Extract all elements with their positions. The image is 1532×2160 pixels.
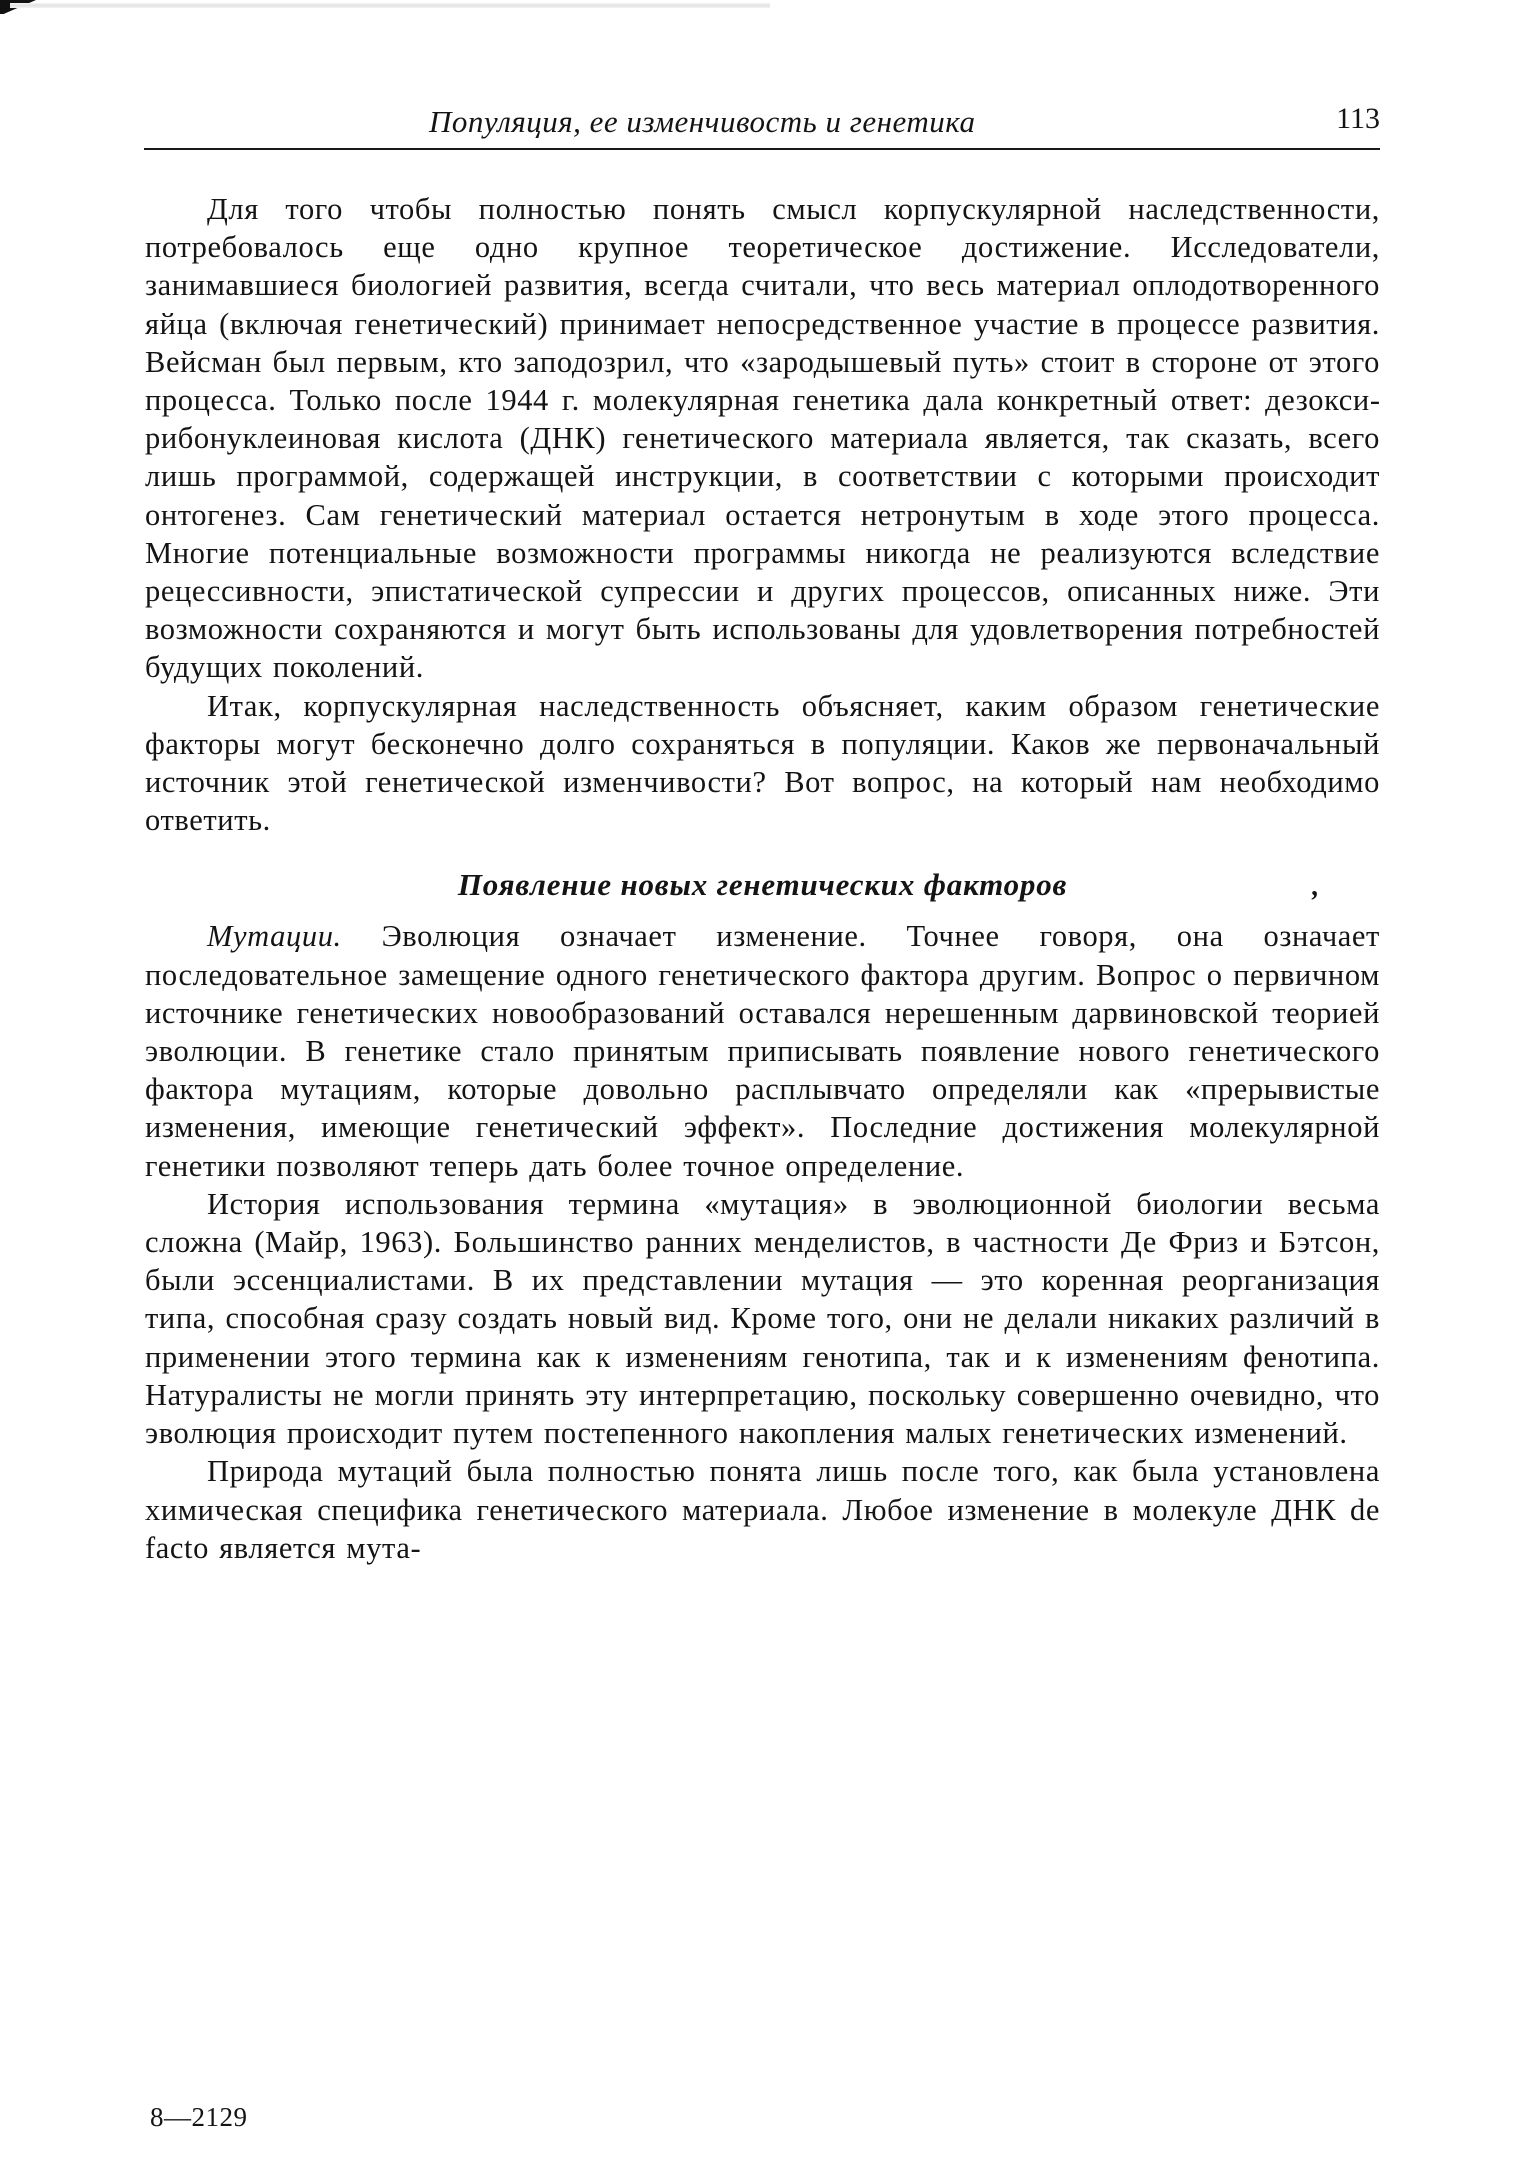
header-rule	[144, 148, 1380, 150]
paragraph-corpuscular-heredity: Для того чтобы полностью понять смысл корпускулярной наследственности, потребовалось еще одно крупное теоретическое достижение. Исследователи, занимавшиеся биологией развития, всегда считали, что весь материал оплодотворенного яйца (включая генетический) принимает непосредственное участие в процессе развития. Вейсман был первым, кто заподозрил, что «зародышевый путь» стоит в стороне от этого процесса. Только после 1944 г. молекулярная генетика дала конкретный ответ: дезоксирибонуклеиновая кислота (ДНК) генетического материала является, так сказать, всего лишь программой, содержащей инструкции, в соответствии с которыми происходит онтогенез. Сам генетический материал остается нетронутым в ходе этого процесса. Многие потенциальные возможности программы никогда не реализуются вследствие рецессивности, эпистатической супрессии и других процессов, описанных ниже. Эти возможности сохраняются и могут быть использованы для удовлетворения потребностей будущих поколений.	[145, 192, 1380, 685]
scan-streak	[10, 3, 770, 8]
section-heading	[145, 865, 1380, 905]
paragraph-mutations	[145, 917, 1380, 1184]
body-text	[145, 190, 1380, 1567]
stray-mark: ,	[1312, 871, 1320, 903]
page-number: 113	[1336, 102, 1380, 135]
running-title: Популяция, ее изменчивость и генетика	[429, 104, 976, 139]
paragraph-source-of-variation: Итак, корпускулярная наследственность объясняет, каким образом генетические факторы могут бесконечно долго сохраняться в популяции. Каков же первоначальный источник этой генетической изменчивости? Вот вопрос, на который нам необходимо ответить.	[145, 688, 1380, 838]
running-head	[144, 104, 1380, 144]
paragraph-nature-of-mutations: Природа мутаций была полностью понята лишь после того, как была установлена химическая специфика генетического материала. Любое изменение в молекуле ДНК de facto является мута-	[145, 1454, 1380, 1565]
run-in-heading: Мутации.	[207, 919, 342, 954]
paragraph-mutations-text: Эволюция означает изменение. Точнее говоря, она означает последовательное замещение одного генетического фактора другим. Вопрос о первичном источнике генетических новообразований оставался нерешенным дарвиновской теорией эволюции. В генетике стало принятым приписывать появление нового генетического фактора мутациям, которые довольно расплывчато определяли как «прерывистые изменения, имеющие генетический эффект». Последние достижения молекулярной генетики позволяют теперь дать более точное определение.	[145, 919, 1380, 1183]
paragraph-term-history: История использования термина «мутация» в эволюционной биологии весьма сложна (Майр, 1963). Большинство ранних менделистов, в частности Де Фриз и Бэтсон, были эссенциалистами. В их представлении мутация — это коренная реорганизация типа, способная сразу создать новый вид. Кроме того, они не делали никаких различий в применении этого термина как к изменениям генотипа, так и к изменениям фенотипа. Натуралисты не могли принять эту интерпретацию, поскольку совершенно очевидно, что эволюция происходит путем постепенного накопления малых генетических изменений.	[145, 1186, 1380, 1451]
section-heading-text: Появление новых генетических факторов	[457, 867, 1068, 903]
printer-signature: 8—2129	[150, 2102, 248, 2132]
